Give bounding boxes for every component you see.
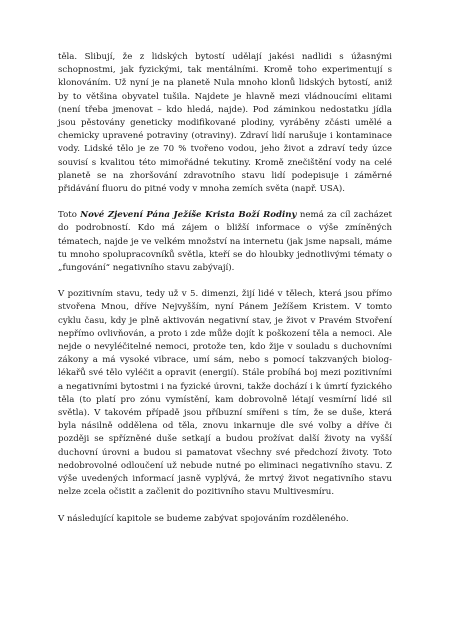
paragraph-3 <box>58 288 392 499</box>
paragraph-3-text: V pozitivním stavu, tedy už v 5. dimenzi, žijí lidé v tělech, která jsou přímo stvořena Mnou, dříve Nejvyšším, nyní Pánem Ježíšem Kristem. V tomto cyklu času, kdy je plně aktivován negativní stav, je život v Pravém Stvoření nepřímo ovlivňován, a proto i zde může dojít k poškození těla a nemoci. Ale nejde o nevyléčitelné nemoci, protože ten, kdo žije v souladu s duchovními zákony a má vysoké vibrace, umí sám, nebo s pomocí takzvaných biolog-lékařů své tělo vyléčit a opravit (energií). Stále probíhá boj mezi pozitivními a negativními bytostmi i na fyzické úrovni, takže dochází i k úmrtí fyzického těla (to platí pro zónu vymístění, kam dobrovolně létají vesmírní lidé sil světla). V takovém případě jsou příbuzní smířeni s tím, že se duše, která byla násilně oddělena od těla, znovu inkarnuje dle své volby a dříve či později se spřízněné duše setkají a budou prožívat další životy na vyšší duchovní úrovni a budou si pamatovat všechny své předchozí životy. Toto nedobrovolné odloučení už nebude nutné po eliminaci negativního stavu. Z výše uvedených informací jasně vyplývá, že mrtvý život negativního stavu nelze zcela očistit a začlenit do pozitivního stavu Multivesmíru. <box>58 289 392 498</box>
paragraph-2-rest: nemá za cíl zacházet do podrobností. Kdo má zájem o bližší informace o výše zmíněných tématech, najde je ve velkém množství na internetu (jak jsme napsali, máme tu mnoho spolupracovníků světla, kteří se do hloubky jednotlivými tématy o „fungování“ negativního stavu zabývají). <box>58 210 392 274</box>
book-title-emphasis: Nové Zjevení Pána Ježíše Krista Boží Rodiny <box>80 210 297 221</box>
paragraph-4 <box>58 513 392 526</box>
paragraph-1-text: těla. Slibují, že z lidských bytostí udělají jakési nadlidi s úžasnými schopnostmi, jak fyzickými, tak mentálními. Kromě toho experimentují s klonováním. Už nyní je na planetě Nula mnoho klonů lidských bytostí, aniž by to většina obyvatel tušila. Najdete je hlavně mezi vládnoucími elitami (není třeba jmenovat – kdo hledá, najde). Pod záminkou nedostatku jídla jsou pěstovány geneticky modifikované plodiny, vyráběny zčásti umělé a chemicky upravené potraviny (otraviny). Zdraví lidí narušuje i kontaminace vody. Lidské tělo je ze 70 % tvořeno vodou, jeho život a zdraví tedy úzce souvisí s kvalitou této mimořádné tekutiny. Kromě znečištění vody na celé planetě se na zhoršování zdravotního stavu lidí podepisuje i záměrné přidávání fluoru do pitné vody v mnoha zemích světa (např. USA). <box>58 52 392 195</box>
paragraph-1 <box>58 51 392 196</box>
paragraph-2-lead: Toto <box>58 210 81 221</box>
paragraph-4-text: V následující kapitole se budeme zabývat spojováním rozděleného. <box>58 513 349 524</box>
paragraph-2 <box>58 209 392 275</box>
document-page <box>58 51 392 526</box>
